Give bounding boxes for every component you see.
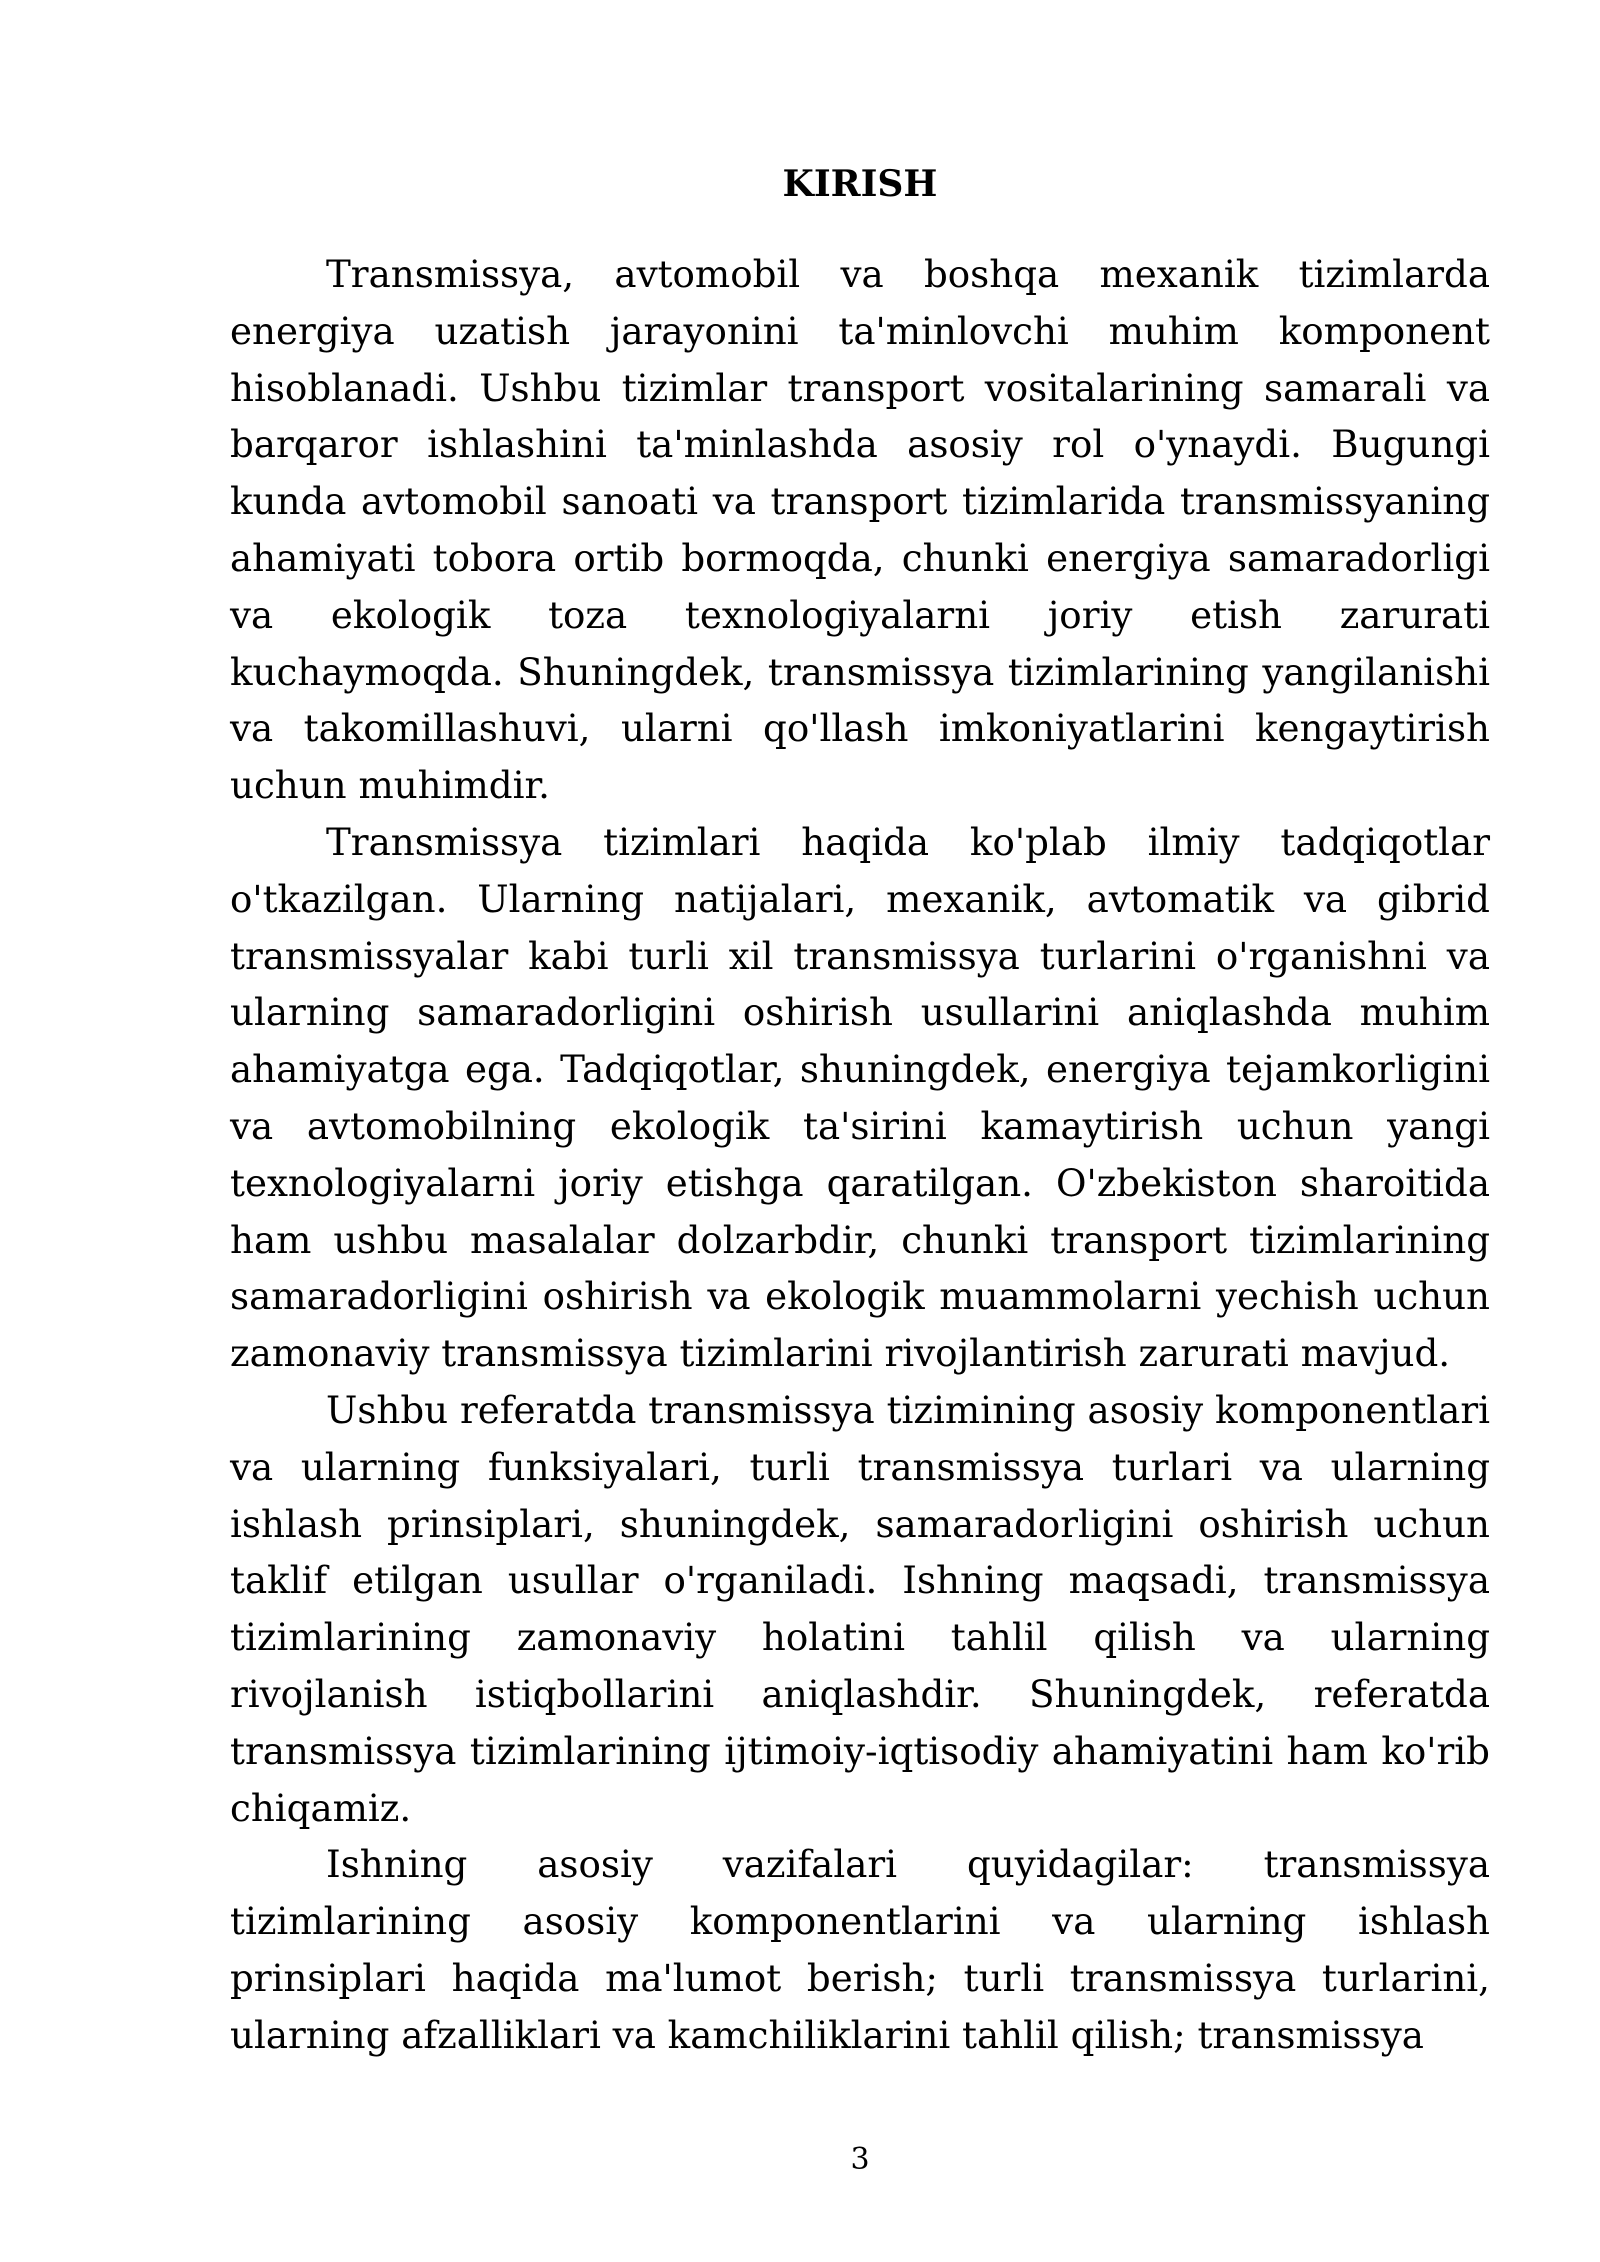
page-number: 3 bbox=[850, 2142, 870, 2177]
paragraph-3: Ushbu referatda transmissya tizimining asosiy komponentlari va ularning funksiyalari, turli transmissya turlari va ularning ishlash prinsiplari, shuningdek, samaradorligini oshirish uchun taklif etilgan usullar o'rganiladi. Ishning maqsadi, transmissya tizimlarining zamonaviy holatini tahlil qilish va ularning rivojlanish istiqbollarini aniqlashdir. Shuningdek, referatda transmissya tizimlarining ijtimoiy-iqtisodiy ahamiyatini ham ko'rib chiqamiz. bbox=[230, 1387, 1490, 1830]
paragraph-1: Transmissya, avtomobil va boshqa mexanik tizimlarda energiya uzatish jarayonini ta'minlovchi muhim komponent hisoblanadi. Ushbu tizimlar transport vositalarining samarali va barqaror ishlashini ta'minlashda asosiy rol o'ynaydi. Bugungi kunda avtomobil sanoati va transport tizimlarida transmissyaning ahamiyati tobora ortib bormoqda, chunki energiya samaradorligi va ekologik toza texnologiyalarni joriy etish zarurati kuchaymoqda. Shuningdek, transmissya tizimlarining yangilanishi va takomillashuvi, ularni qo'llash imkoniyatlarini kengaytirish uchun muhimdir. bbox=[230, 252, 1490, 808]
paragraph-2: Transmissya tizimlari haqida ko'plab ilmiy tadqiqotlar o'tkazilgan. Ularning natijalari, mexanik, avtomatik va gibrid transmissyalar kabi turli xil transmissya turlarini o'rganishni va ularning samaradorligini oshirish usullarini aniqlashda muhim ahamiyatga ega. Tadqiqotlar, shuningdek, energiya tejamkorligini va avtomobilning ekologik ta'sirini kamaytirish uchun yangi texnologiyalarni joriy etishga qaratilgan. O'zbekiston sharoitida ham ushbu masalalar dolzarbdir, chunki transport tizimlarining samaradorligini oshirish va ekologik muammolarni yechish uchun zamonaviy transmissya tizimlarini rivojlantirish zarurati mavjud. bbox=[230, 819, 1490, 1376]
body-text bbox=[230, 246, 1490, 2064]
paragraph-4: Ishning asosiy vazifalari quyidagilar: transmissya tizimlarining asosiy komponentlarini va ularning ishlash prinsiplari haqida ma'lumot berish; turli transmissya turlarini, ularning afzalliklari va kamchiliklarini tahlil qilish; transmissya bbox=[230, 1842, 1490, 2057]
page-title: KIRISH bbox=[782, 163, 938, 205]
